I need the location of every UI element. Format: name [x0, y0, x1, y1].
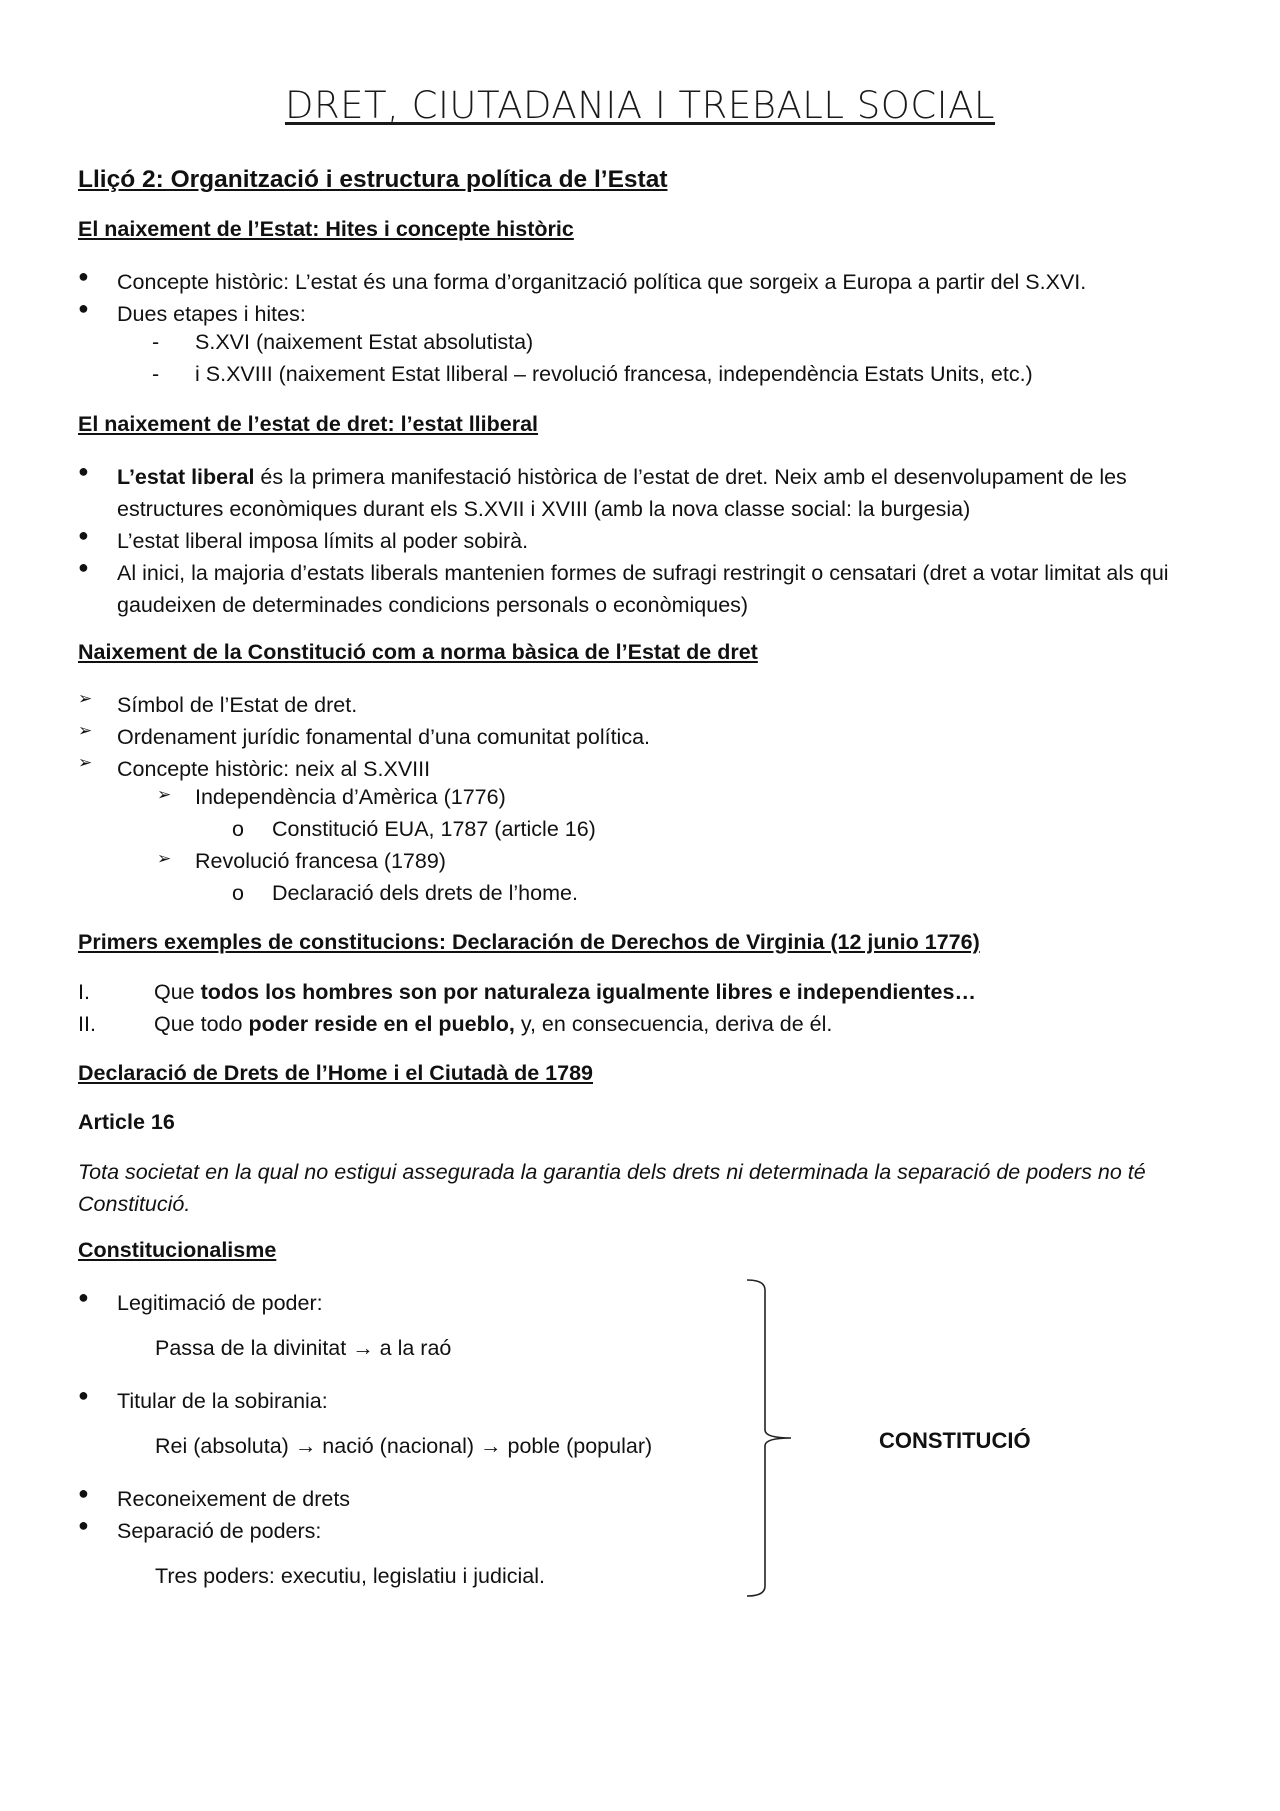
arrow-bullet-icon: ➢: [157, 849, 172, 868]
bullet-icon: ●: [78, 298, 89, 318]
document-title: DRET, CIUTADANIA I TREBALL SOCIAL: [284, 84, 996, 127]
section-heading-constitucionalisme: Constitucionalisme: [78, 1238, 277, 1262]
section-heading-virginia: Primers exemples de constitucions: Declaración de Derechos de Virginia (12 junio 1776): [78, 930, 980, 954]
section-heading-constitucio: Naixement de la Constitució com a norma bàsica de l’Estat de dret: [78, 640, 758, 664]
list-item-detail: Tres poders: executiu, legislatiu i judicial.: [155, 1564, 545, 1588]
dash-icon: -: [152, 330, 160, 354]
list-item-detail: Passa de la divinitat → a la raó: [155, 1336, 452, 1360]
bullet-icon: ●: [78, 1483, 89, 1503]
arrow-bullet-icon: ➢: [78, 689, 93, 708]
bullet-icon: ●: [78, 557, 89, 577]
section-heading-naixement-estat: El naixement de l’Estat: Hites i concepte històric: [78, 217, 574, 241]
bullet-icon: ●: [78, 461, 89, 481]
right-brace-icon: [745, 1278, 795, 1598]
section-heading-estat-dret: El naixement de l’estat de dret: l’estat lliberal: [78, 412, 539, 436]
dash-icon: -: [152, 362, 160, 386]
list-item-detail: Rei (absoluta) → nació (nacional) → poble (popular): [155, 1434, 653, 1458]
circle-bullet-icon: o: [232, 881, 244, 905]
lesson-heading: Lliçó 2: Organització i estructura política de l’Estat: [78, 166, 668, 193]
arrow-bullet-icon: ➢: [157, 785, 172, 804]
arrow-bullet-icon: ➢: [78, 753, 93, 772]
article-quote: Tota societat en la qual no estigui assegurada la garantia dels drets ni determinada la separació de poders no té Constitució.: [78, 1160, 1146, 1216]
bullet-icon: ●: [78, 1515, 89, 1535]
bullet-icon: ●: [78, 525, 89, 545]
constitucio-label: CONSTITUCIÓ: [879, 1428, 1031, 1453]
section-heading-declaracio-1789: Declaració de Drets de l’Home i el Ciutadà de 1789: [78, 1061, 594, 1085]
article-label: Article 16: [78, 1110, 175, 1134]
bullet-icon: ●: [78, 1287, 89, 1307]
bullet-icon: ●: [78, 266, 89, 286]
circle-bullet-icon: o: [232, 817, 244, 841]
arrow-bullet-icon: ➢: [78, 721, 93, 740]
bullet-icon: ●: [78, 1385, 89, 1405]
document-page: DRET, CIUTADANIA I TREBALL SOCIAL Lliçó 2: Organització i estructura política de l’Estat El naixement de l’Estat: Hites i concepte històric ● Concepte històric: L’estat és una forma d’organització política que sorgeix a Europa a partir del S.XVI. ● Dues etapes i hites: - S.XVI (naixement Estat absolutista) - i S.XVIII (naixement Estat lliberal – revolució francesa, independència Estats Units, etc.) El naixement de l’estat de dret: l’estat lliberal ● L’estat liberal és la primera manifestació històrica de l’estat de dret. Neix amb el desenvolupament de les estructures econòmiques durant els S.XVII i XVIII (amb la nova classe social: la burgesia) ● L’estat liberal imposa límits al poder sobirà. ● Al inici, la majoria d’estats liberals mantenien formes de sufragi restringit o censatari (dret a votar limitat als qui gaudeixen de determinades condicions personals o econòmiques) Naixement de la Constitució com a norma bàsica de l’Estat de dret ➢ Símbol de l’Estat de dret. ➢ Ordenament jurídic fonamental d’una comunitat política. ➢ Concepte històric: neix al S.XVIII ➢ Independència d’Amèrica (1776) o Constitució EUA, 1787 (article 16) ➢ Revolució francesa (1789) o Declaració dels drets de l’home. Primers exemples de constitucions: Declaración de Derechos de Virginia (12 junio 1776) I. Que todos los hombres son por naturaleza igualmente libres e independientes… II. Que todo poder reside en el pueblo, y, en consecuencia, deriva de él. Declaració de Drets de l’Home i el Ciutadà de 1789 Article 16 Tota societat en la qual no estigui assegurada la garantia dels drets ni determinada la separació de poders no té Constitució. Constitucionalisme ● Legitimació de poder: Passa de la divinitat → a la raó ● Titular de la sobirania: Rei (absoluta) → nació (nacional) → poble (popular) ● Reconeixement de drets ● Separació de poders: Tres poders: executiu, legislatiu i judicial. CONSTITUCIÓ: [0, 0, 1280, 1811]
